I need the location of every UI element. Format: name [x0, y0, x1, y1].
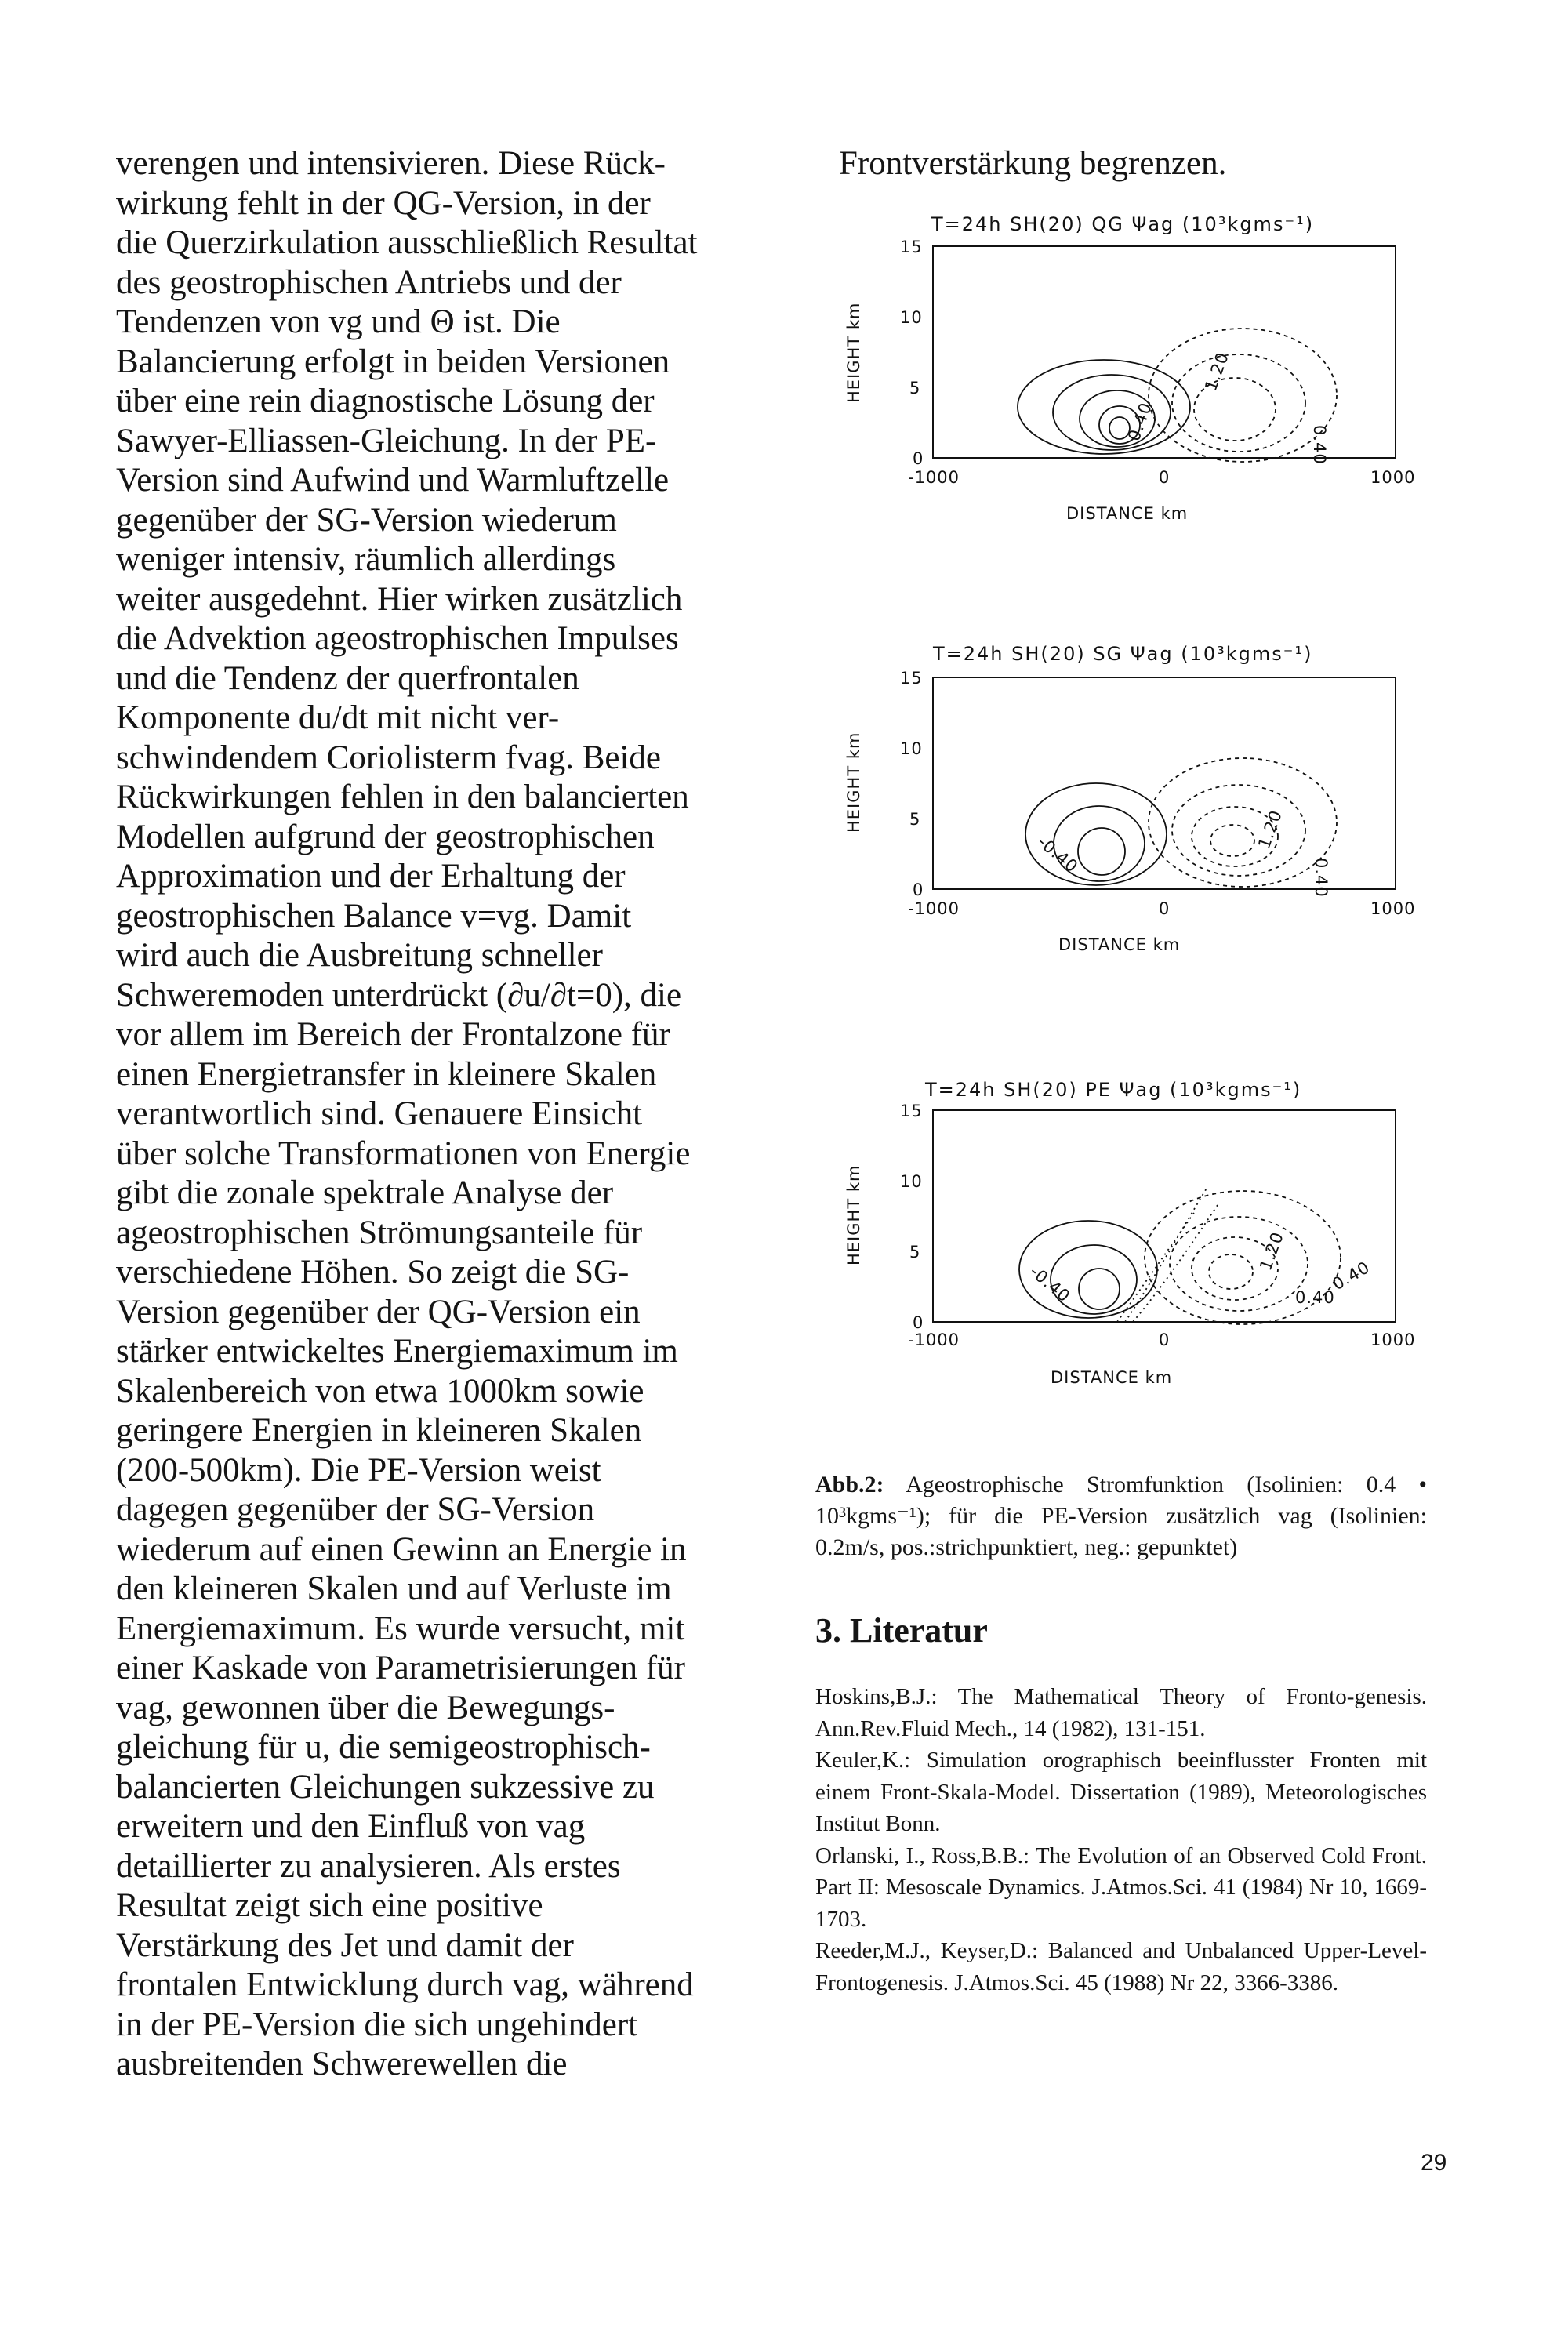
y-axis-label: HEIGHT km: [844, 302, 863, 403]
x-tick-label: -1000: [908, 899, 960, 918]
reference-item: Keuler,K.: Simulation orographisch beeinflusster Fronten mit einem Front-Skala-Model. Dissertation (1989), Meteorologisches Institut Bonn.: [815, 1748, 1427, 1836]
figure-qg-plot: [815, 207, 1443, 583]
text-line: ageostrophischen Strömungsanteile für: [116, 1214, 643, 1251]
y-tick-label: 5: [909, 810, 921, 829]
text-line: Sawyer-Elliassen-Gleichung. In der PE-: [116, 422, 657, 459]
y-tick-label: 15: [900, 238, 923, 256]
plot-title: T=24h SH(20) PE Ψag (10³kgms⁻¹): [925, 1079, 1302, 1101]
text-line: verantwortlich sind. Genauere Einsicht: [116, 1095, 643, 1132]
text-line: balancierten Gleichungen sukzessive zu: [116, 1768, 655, 1806]
contour-label: 1.20: [1201, 349, 1233, 394]
text-line: Resultat zeigt sich eine positive: [116, 1887, 543, 1924]
contour-lines: [1019, 1187, 1341, 1324]
text-line: weniger intensiv, räumlich allerdings: [116, 541, 616, 578]
text-line: Approximation und der Erhaltung der: [116, 858, 626, 895]
text-line: geringere Energien in kleineren Skalen: [116, 1412, 642, 1449]
text-line: detaillierter zu analysieren. Als erstes: [116, 1847, 621, 1885]
text-line: vag, gewonnen über die Bewegungs-: [116, 1689, 615, 1726]
contour-lines: [1018, 329, 1337, 462]
contour-label: -0.40: [1025, 1262, 1074, 1306]
text-line: vor allem im Bereich der Frontalzone für: [116, 1016, 670, 1053]
text-line: Rückwirkungen fehlen in den balancierten: [116, 779, 689, 815]
figure-qg: [815, 207, 1443, 583]
y-tick-label: 15: [900, 1102, 923, 1120]
text-line: weiter ausgedehnt. Hier wirken zusätzlich: [116, 580, 683, 618]
section-heading: 3. Literatur: [815, 1611, 988, 1650]
text-line: über solche Transformationen von Energie: [116, 1134, 691, 1172]
text-line: wird auch die Ausbreitung schneller: [116, 937, 603, 974]
intro-line: Frontverstärkung begrenzen.: [839, 145, 1227, 182]
text-line: einen Energietransfer in kleinere Skalen: [116, 1055, 657, 1093]
y-tick-label: 0: [913, 449, 924, 468]
plot-title: T=24h SH(20) QG Ψag (10³kgms⁻¹): [931, 213, 1315, 235]
y-tick-label: 10: [900, 1172, 923, 1191]
text-line: die Querzirkulation ausschließlich Resultat: [116, 224, 698, 261]
contour-label: -0.40: [1033, 832, 1082, 877]
x-axis-label: DISTANCE km: [1066, 504, 1189, 523]
figure-sg: [815, 643, 1443, 1022]
contour-label: 0.40: [1295, 1288, 1335, 1307]
x-tick-label: 1000: [1370, 1330, 1416, 1349]
figure-sg-plot: [815, 643, 1443, 1022]
y-axis-label: HEIGHT km: [844, 731, 863, 833]
text-line: ausbreitenden Schwerewellen die: [116, 2046, 568, 2082]
text-line: gibt die zonale spektrale Analyse der: [116, 1174, 614, 1211]
text-line: Komponente du/dt mit nicht ver-: [116, 699, 560, 736]
y-tick-label: 5: [909, 1243, 921, 1262]
reference-item: Hoskins,B.J.: The Mathematical Theory of Fronto-genesis. Ann.Rev.Fluid Mech., 14 (1982), 131-151.: [815, 1684, 1427, 1741]
contour-label: 0.40: [1310, 425, 1329, 465]
text-line: frontalen Entwicklung durch vag, während: [116, 1966, 694, 2003]
contour-label: 1.20: [1256, 1229, 1288, 1273]
text-line: Version gegenüber der QG-Version ein: [116, 1293, 641, 1330]
y-tick-label: 10: [900, 739, 923, 758]
plot-title: T=24h SH(20) SG Ψag (10³kgms⁻¹): [933, 643, 1313, 665]
x-axis-label: DISTANCE km: [1051, 1368, 1173, 1387]
x-tick-label: -1000: [908, 1330, 960, 1349]
text-line: erweitern und den Einfluß von vag: [116, 1808, 586, 1845]
text-line: wiederum auf einen Gewinn an Energie in: [116, 1530, 687, 1568]
reference-item: Reeder,M.J., Keyser,D.: Balanced and Unbalanced Upper-Level-Frontogenesis. J.Atmos.Sci. 45 (1988) Nr 22, 3366-3386.: [815, 1938, 1427, 1995]
y-tick-label: 15: [900, 669, 923, 688]
x-tick-label: 1000: [1370, 899, 1416, 918]
y-tick-label: 10: [900, 308, 923, 327]
caption-text: Ageostrophische Stromfunktion (Isolinien: 0.4 • 10³kgms⁻¹); für die PE-Version zusätzlich vag (Isolinien: 0.2m/s, pos.:strichpunktiert, neg.: gepunktet): [815, 1472, 1427, 1560]
text-line: einer Kaskade von Parametrisierungen für: [116, 1650, 685, 1686]
contour-label: 0.40: [1329, 1258, 1374, 1294]
text-line: in der PE-Version die sich ungehindert: [116, 2006, 638, 2043]
reference-list: [815, 1681, 1427, 1998]
text-line: schwindendem Coriolisterm fvag. Beide: [116, 739, 662, 776]
page-number: 29: [1421, 2150, 1447, 2176]
text-line: (200-500km). Die PE-Version weist: [116, 1451, 601, 1489]
x-tick-label: 0: [1159, 468, 1171, 487]
contour-label: 0.40: [1312, 858, 1330, 898]
text-line: Energiemaximum. Es wurde versucht, mit: [116, 1610, 685, 1647]
x-tick-label: 1000: [1370, 468, 1416, 487]
text-line: Skalenbereich von etwa 1000km sowie: [116, 1372, 644, 1410]
text-line: Schweremoden unterdrückt (∂u/∂t=0), die: [116, 976, 682, 1014]
text-line: wirkung fehlt in der QG-Version, in der: [116, 184, 651, 222]
y-tick-label: 0: [913, 880, 924, 899]
text-line: Balancierung erfolgt in beiden Versionen: [116, 343, 670, 380]
x-axis-label: DISTANCE km: [1058, 935, 1181, 954]
figure-pe: [815, 1069, 1443, 1446]
right-column: [815, 144, 1443, 1995]
text-line: gegenüber der SG-Version wiederum: [116, 501, 617, 539]
text-line: Modellen aufgrund der geostrophischen: [116, 818, 655, 855]
text-line: Verstärkung des Jet und damit der: [116, 1926, 574, 1964]
text-line: geostrophischen Balance v=vg. Damit: [116, 897, 632, 935]
reference-item: Orlanski, I., Ross,B.B.: The Evolution of an Observed Cold Front. Part II: Mesoscale Dynamics. J.Atmos.Sci. 41 (1984) Nr 10, 1669-1703.: [815, 1842, 1427, 1932]
x-tick-label: 0: [1159, 899, 1171, 918]
text-line: Tendenzen von vg und Θ ist. Die: [116, 303, 561, 340]
figure-pe-plot: [815, 1069, 1443, 1446]
text-line: über eine rein diagnostische Lösung der: [116, 383, 655, 419]
text-line: dagegen gegenüber der SG-Version: [116, 1491, 595, 1528]
text-line: verengen und intensivieren. Diese Rück-: [116, 145, 666, 182]
text-line: die Advektion ageostrophischen Impulses: [116, 620, 679, 657]
left-column-text: [116, 144, 721, 2085]
caption-label: Abb.2:: [815, 1472, 884, 1497]
x-tick-label: 0: [1159, 1330, 1171, 1349]
text-line: des geostrophischen Antriebs und der: [116, 263, 622, 301]
y-tick-label: 5: [909, 379, 921, 398]
y-axis-label: HEIGHT km: [844, 1164, 863, 1265]
text-line: Version sind Aufwind und Warmluftzelle: [116, 462, 670, 499]
text-line: den kleineren Skalen und auf Verluste im: [116, 1570, 672, 1607]
figure-caption: [815, 1469, 1427, 1563]
contour-label: 1.20: [1254, 807, 1287, 851]
x-tick-label: -1000: [908, 468, 960, 487]
contour-label: 0.40: [1124, 399, 1156, 444]
text-line: stärker entwickeltes Energiemaximum im: [116, 1333, 678, 1370]
y-tick-label: 0: [913, 1313, 924, 1332]
text-line: verschiedene Höhen. So zeigt die SG-: [116, 1254, 630, 1291]
text-line: und die Tendenz der querfrontalen: [116, 659, 579, 697]
text-line: gleichung für u, die semigeostrophisch-: [116, 1729, 651, 1766]
